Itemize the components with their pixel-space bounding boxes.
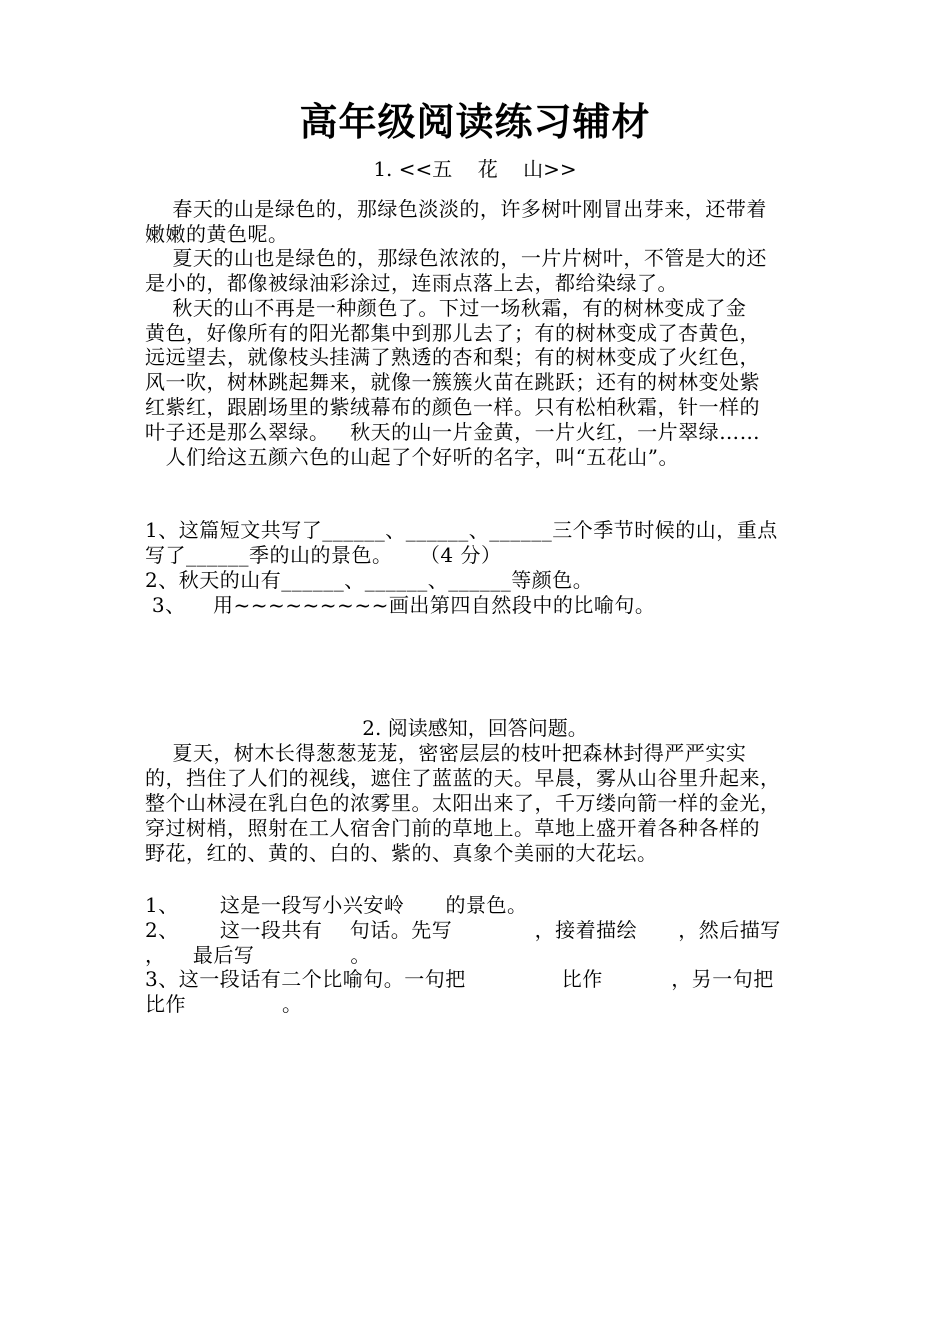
section2-heading: 2. 阅读感知，回答问题。 — [362, 716, 588, 740]
question1-line: 2、秋天的山有______、______、______等颜色。 — [145, 568, 594, 592]
passage2-line: 穿过树梢，照射在工人宿舍门前的草地上。草地上盛开着各种各样的 — [145, 816, 760, 840]
question2-line: 3、这一段话有二个比喻句。一句把 比作 ，另一句把 — [145, 967, 774, 991]
passage2-line: 整个山林浸在乳白色的浓雾里。太阳出来了，千万缕向箭一样的金光， — [145, 791, 781, 815]
passage1-line: 秋天的山不再是一种颜色了。下过一场秋霜，有的树林变成了金 — [145, 296, 747, 320]
question2-line: ， 最后写 。 — [145, 943, 371, 967]
passage2-line: 的，挡住了人们的视线，遮住了蓝蓝的天。早晨，雾从山谷里升起来， — [145, 766, 781, 790]
passage1-line: 红紫红，跟剧场里的紫绒幕布的颜色一样。只有松柏秋霜，针一样的 — [145, 395, 760, 419]
passage2-line: 野花，红的、黄的、白的、紫的、真象个美丽的大花坛。 — [145, 841, 658, 865]
question1-line: 1、这篇短文共写了______、______、______三个季节时候的山，重点 — [145, 518, 778, 542]
passage1-line: 夏天的山也是绿色的，那绿色浓浓的，一片片树叶，不管是大的还 — [145, 246, 767, 270]
passage1-line: 嫩嫩的黄色呢。 — [145, 222, 289, 246]
passage1-line: 是小的，都像被绿油彩涂过，连雨点落上去，都给染绿了。 — [145, 271, 678, 295]
passage1-line: 黄色，好像所有的阳光都集中到那儿去了；有的树林变成了杏黄色， — [145, 321, 760, 345]
passage1-line: 人们给这五颜六色的山起了个好听的名字，叫“五花山”。 — [145, 445, 680, 469]
question2-line: 比作 。 — [145, 992, 303, 1016]
section1-heading: 1. <<五 花 山>> — [373, 157, 577, 181]
question2-line: 2、 这一段共有 句话。先写 ，接着描绘 ，然后描写 — [145, 918, 781, 942]
passage1-line: 远远望去，就像枝头挂满了熟透的杏和梨；有的树林变成了火红色， — [145, 345, 760, 369]
passage1-line: 叶子还是那么翠绿。 秋天的山一片金黄，一片火红，一片翠绿…… — [145, 420, 761, 444]
passage2-line: 夏天，树木长得葱葱茏茏，密密层层的枝叶把森林封得严严实实 — [145, 741, 747, 765]
question2-line: 1、 这是一段写小兴安岭 的景色。 — [145, 893, 528, 917]
question1-line: 写了______季的山的景色。 （4 分） — [145, 543, 502, 567]
document-title: 高年级阅读练习辅材 — [299, 99, 651, 144]
question1-line: 3、 用~~~~~~~~~画出第四自然段中的比喻句。 — [145, 593, 656, 617]
passage1-line: 春天的山是绿色的，那绿色淡淡的，许多树叶刚冒出芽来，还带着 — [145, 197, 767, 221]
passage1-line: 风一吹，树林跳起舞来，就像一簇簇火苗在跳跃；还有的树林变处紫 — [145, 370, 760, 394]
